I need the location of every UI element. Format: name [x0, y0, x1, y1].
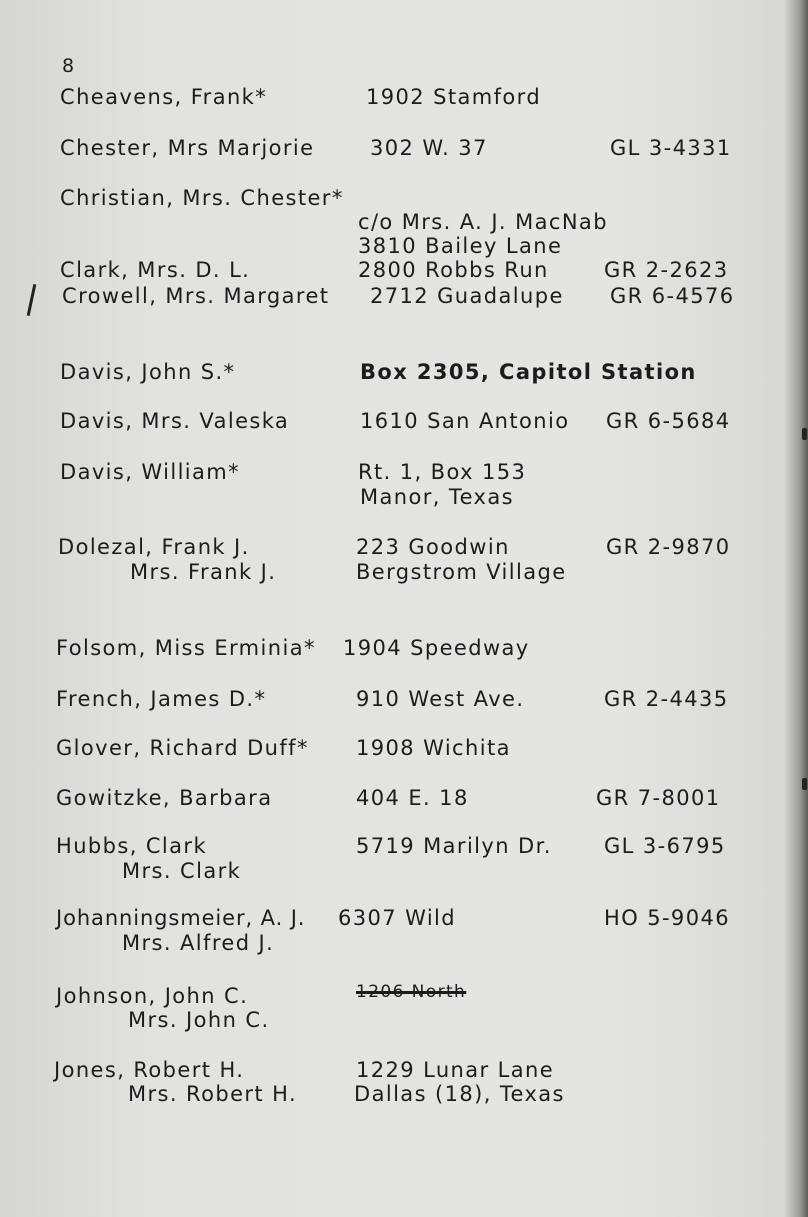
entry-phone-clark: GR 2-2623 — [604, 258, 729, 282]
entry-phone-hubbs: GL 3-6795 — [604, 834, 726, 858]
entry-name-dolezal: Dolezal, Frank J. — [58, 535, 250, 559]
entry-phone-johanningsmeier: HO 5-9046 — [604, 906, 730, 930]
entry-phone-french: GR 2-4435 — [604, 687, 729, 711]
entry-spouse-johanningsmeier: Mrs. Alfred J. — [122, 931, 275, 955]
scan-speck — [802, 428, 807, 440]
entry-name-crowell: Crowell, Mrs. Margaret — [62, 284, 330, 308]
entry-name-johnson: Johnson, John C. — [56, 984, 249, 1008]
entry-spouse-dolezal: Mrs. Frank J. — [130, 560, 277, 584]
entry-address-glover: 1908 Wichita — [356, 736, 511, 760]
entry-address-hubbs: 5719 Marilyn Dr. — [356, 834, 552, 858]
entry-phone-davis-valeska: GR 6-5684 — [606, 409, 731, 433]
entry-address-davis-john: Box 2305, Capitol Station — [360, 360, 697, 384]
entry-address-davis-william: Rt. 1, Box 153 — [358, 460, 527, 484]
entry-name-jones: Jones, Robert H. — [54, 1058, 245, 1082]
entry-spouse-johnson: Mrs. John C. — [128, 1008, 270, 1032]
entry-name-hubbs: Hubbs, Clark — [56, 834, 208, 858]
entry-name-davis-valeska: Davis, Mrs. Valeska — [60, 409, 290, 433]
handwritten-margin-mark — [27, 284, 37, 316]
entry-name-clark: Clark, Mrs. D. L. — [60, 258, 251, 282]
page-number: 8 — [62, 55, 76, 77]
entry-name-davis-william: Davis, William* — [60, 460, 241, 484]
entry-address-davis-valeska: 1610 San Antonio — [360, 409, 570, 433]
entry-address2-christian: 3810 Bailey Lane — [358, 234, 563, 258]
entry-address-christian: c/o Mrs. A. J. MacNab — [358, 210, 608, 234]
entry-name-davis-john: Davis, John S.* — [60, 360, 236, 384]
entry-address-cheavens: 1902 Stamford — [366, 85, 542, 109]
entry-address-clark: 2800 Robbs Run — [358, 258, 549, 282]
entry-address2-davis-william: Manor, Texas — [360, 485, 514, 509]
entry-name-folsom: Folsom, Miss Erminia* — [56, 636, 316, 660]
entry-phone-crowell: GR 6-4576 — [610, 284, 735, 308]
entry-address-chester: 302 W. 37 — [370, 136, 488, 160]
entry-phone-dolezal: GR 2-9870 — [606, 535, 731, 559]
entry-address-french: 910 West Ave. — [356, 687, 525, 711]
entry-name-cheavens: Cheavens, Frank* — [60, 85, 268, 109]
entry-address-dolezal: 223 Goodwin — [356, 535, 510, 559]
entry-name-chester: Chester, Mrs Marjorie — [60, 136, 315, 160]
entry-name-gowitzke: Gowitzke, Barbara — [56, 786, 273, 810]
entry-address2-dolezal: Bergstrom Village — [356, 560, 567, 584]
entry-name-christian: Christian, Mrs. Chester* — [60, 186, 344, 210]
entry-phone-chester: GL 3-4331 — [610, 136, 732, 160]
scan-speck — [802, 778, 807, 790]
entry-spouse-hubbs: Mrs. Clark — [122, 859, 242, 883]
entry-address-johanningsmeier: 6307 Wild — [338, 906, 457, 930]
entry-address-johnson-struck: 1206 North — [356, 982, 467, 1002]
entry-name-french: French, James D.* — [56, 687, 267, 711]
entry-address-folsom: 1904 Speedway — [343, 636, 530, 660]
entry-address-crowell: 2712 Guadalupe — [370, 284, 564, 308]
entry-spouse-jones: Mrs. Robert H. — [128, 1082, 298, 1106]
entry-address-gowitzke: 404 E. 18 — [356, 786, 469, 810]
entry-name-glover: Glover, Richard Duff* — [56, 736, 309, 760]
entry-address2-jones: Dallas (18), Texas — [354, 1082, 565, 1106]
entry-address-jones: 1229 Lunar Lane — [356, 1058, 555, 1082]
entry-name-johanningsmeier: Johanningsmeier, A. J. — [56, 906, 306, 930]
entry-phone-gowitzke: GR 7-8001 — [596, 786, 721, 810]
